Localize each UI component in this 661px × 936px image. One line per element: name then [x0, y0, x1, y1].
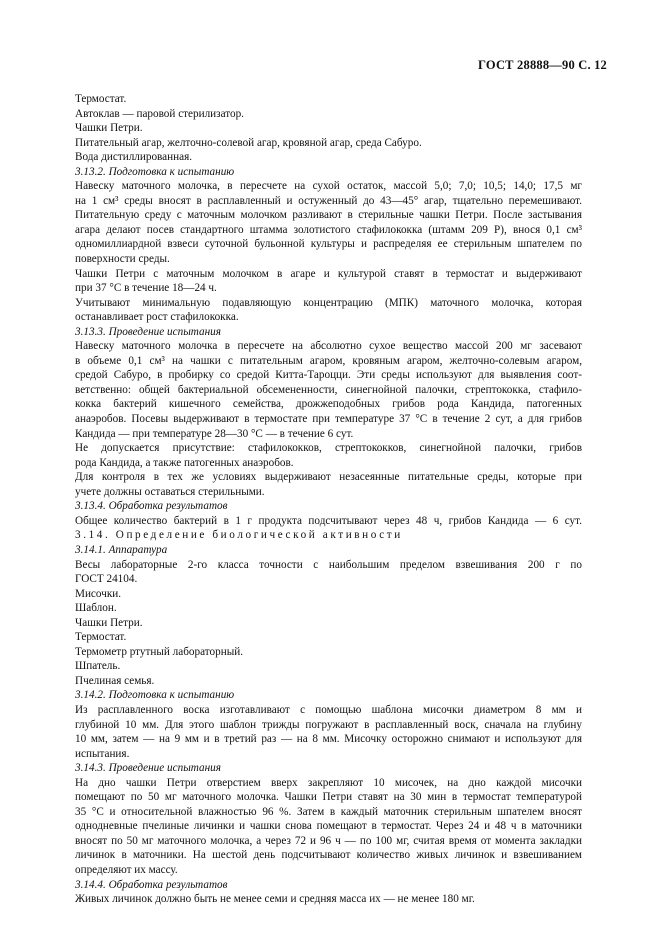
text-line: Навеску маточного молочка, в пересчете на сухой остаток, массой 5,0; 7,0; 10,5; 14,0; 17,5 мг	[75, 180, 582, 193]
text-line: анаэробов. Посевы выдерживают в термостате при температуре 37 °С в течение 2 сут, а для грибов	[75, 413, 582, 426]
text-line: Термометр ртутный лабораторный.	[75, 645, 243, 658]
text-line: Вода дистиллированная.	[75, 151, 193, 164]
section-heading: 3.14.2. Подготовка к испытанию	[75, 689, 235, 702]
text-line: Чашки Петри.	[75, 122, 143, 135]
text-line: Навеску маточного молочка в пересчете на абсолютно сухое вещество массой 200 мг засевают	[75, 340, 582, 353]
text-line: Кандида — при температуре 28—30 °С — в течение 6 сут.	[75, 427, 354, 440]
text-line: агара делают посев стандартного штамма золотистого стафилококка (штамм 209 Р), внося 0,1 см³	[75, 223, 582, 236]
text-line: глубиной 10 мм. Для этого шаблон трижды погружают в расплавленный воск, сначала на глубину	[75, 718, 582, 731]
text-line: Учитывают минимальную подавляющую концентрацию (МПК) маточного молочка, которая	[75, 296, 582, 309]
text-line: На дно чашки Петри отверстием вверх закрепляют 10 мисочек, на дно каждой мисочки	[75, 776, 582, 789]
text-line: Живых личинок должно быть не менее семи и средняя масса их — не менее 180 мг.	[75, 893, 475, 906]
text-line: Общее количество бактерий в 1 г продукта подсчитывают через 48 ч, грибов Кандида — 6 сут.	[75, 514, 582, 527]
section-heading: 3.13.2. Подготовка к испытанию	[75, 165, 235, 178]
text-line: Пчелиная семья.	[75, 674, 155, 687]
text-line: Весы лабораторные 2-го класса точности с наибольшим пределом взвешивания 200 г по	[75, 558, 582, 571]
text-line: однодневные пчелиные личинки и чашки снова помещают в термостат. Через 24 и 48 ч в маточники	[75, 820, 582, 833]
text-line: Для контроля в тех же условиях выдерживают незасеянные питательные среды, которые при	[75, 471, 582, 484]
text-line: Питательный агар, желточно-солевой агар, кровяной агар, среда Сабуро.	[75, 136, 422, 149]
text-line: Термостат.	[75, 631, 127, 644]
text-line: помещают по 50 мг маточного молочка. Чашки Петри ставят на 30 мин в термостат температурой	[75, 791, 582, 804]
section-heading: 3.14.3. Проведение испытания	[75, 762, 221, 775]
text-line: при 37 °С в течение 18—24 ч.	[75, 282, 217, 295]
text-line: Мисочки.	[75, 587, 122, 600]
text-line: останавливает рост стафилококка.	[75, 311, 239, 324]
text-line: испытания.	[75, 747, 130, 760]
text-line: ГОСТ 24104.	[75, 573, 138, 586]
text-line: Из расплавленного воска изготавливают с помощью шаблона мисочки диаметром 8 мм и	[75, 703, 582, 716]
text-line: Шаблон.	[75, 602, 117, 615]
text-line: Чашки Петри.	[75, 616, 143, 629]
text-line: в объеме 0,1 см³ на чашки с питательным агаром, кровяным агаром, желточно-солевым агаром,	[75, 354, 582, 367]
document-body	[75, 92, 582, 907]
text-line: Термостат.	[75, 93, 127, 105]
text-line: на 1 см³ среды вносят в расплавленный и остуженный до 43—45° агар, тщательно перемешивают.	[75, 194, 582, 207]
text-line: Шпатель.	[75, 660, 121, 673]
text-line: Не допускается присутствие: стафилококков, стрептококков, синегнойной палочки, грибов	[75, 442, 582, 455]
section-heading: 3.14. Определение биологической активности	[75, 529, 403, 542]
text-line: поверхности среды.	[75, 253, 170, 266]
text-line: рода Кандида, а также патогенных анаэробов.	[75, 456, 294, 469]
text-line: Питательную среду с маточным молочком разливают в стерильные чашки Петри. После застывания	[75, 209, 582, 222]
text-line: учете должны оставаться стерильными.	[75, 485, 265, 498]
text-line: Автоклав — паровой стерилизатор.	[75, 107, 244, 120]
page-header: ГОСТ 28888—90 С. 12	[478, 58, 607, 72]
text-line: личинок в маточники. На шестой день подсчитывают количество живых личинок и взвешиванием	[75, 849, 582, 862]
text-line: ветственно: общей бактериальной обсемененности, синегнойной палочки, стрептококка, стафило-	[75, 383, 582, 396]
text-line: Чашки Петри с маточным молочком в агаре и культурой ставят в термостат и выдерживают	[75, 267, 582, 280]
text-line: кокка бактерий кишечного семейства, дрожжеподобных грибов рода Кандида, патогенных	[75, 398, 582, 411]
text-line: одномиллиардной взвеси суточной бульонной культуры и распределяя ее стерильным шпателем по	[75, 238, 582, 251]
text-line: 35 °С и относительной влажностью 96 %. Затем в каждый маточник стерильным шпателем вносят	[75, 805, 582, 818]
section-heading: 3.13.3. Проведение испытания	[75, 325, 221, 338]
text-line: определяют их массу.	[75, 863, 178, 876]
section-heading: 3.13.4. Обработка результатов	[75, 500, 228, 513]
section-heading: 3.14.1. Аппаратура	[75, 543, 168, 556]
text-line: вносят по 50 мг маточного молочка, а через 72 и 96 ч — по 100 мг, считая время от момента закладки	[75, 834, 582, 847]
section-heading: 3.14.4. Обработка результатов	[75, 878, 228, 891]
text-line: средой Сабуро, в пробирку со средой Китта-Тароцци. Эти среды используют для выявления соот-	[75, 369, 582, 382]
text-line: 10 мм, затем — на 9 мм и в третий раз — на 8 мм. Мисочку осторожно снимают и используют для	[75, 733, 582, 746]
